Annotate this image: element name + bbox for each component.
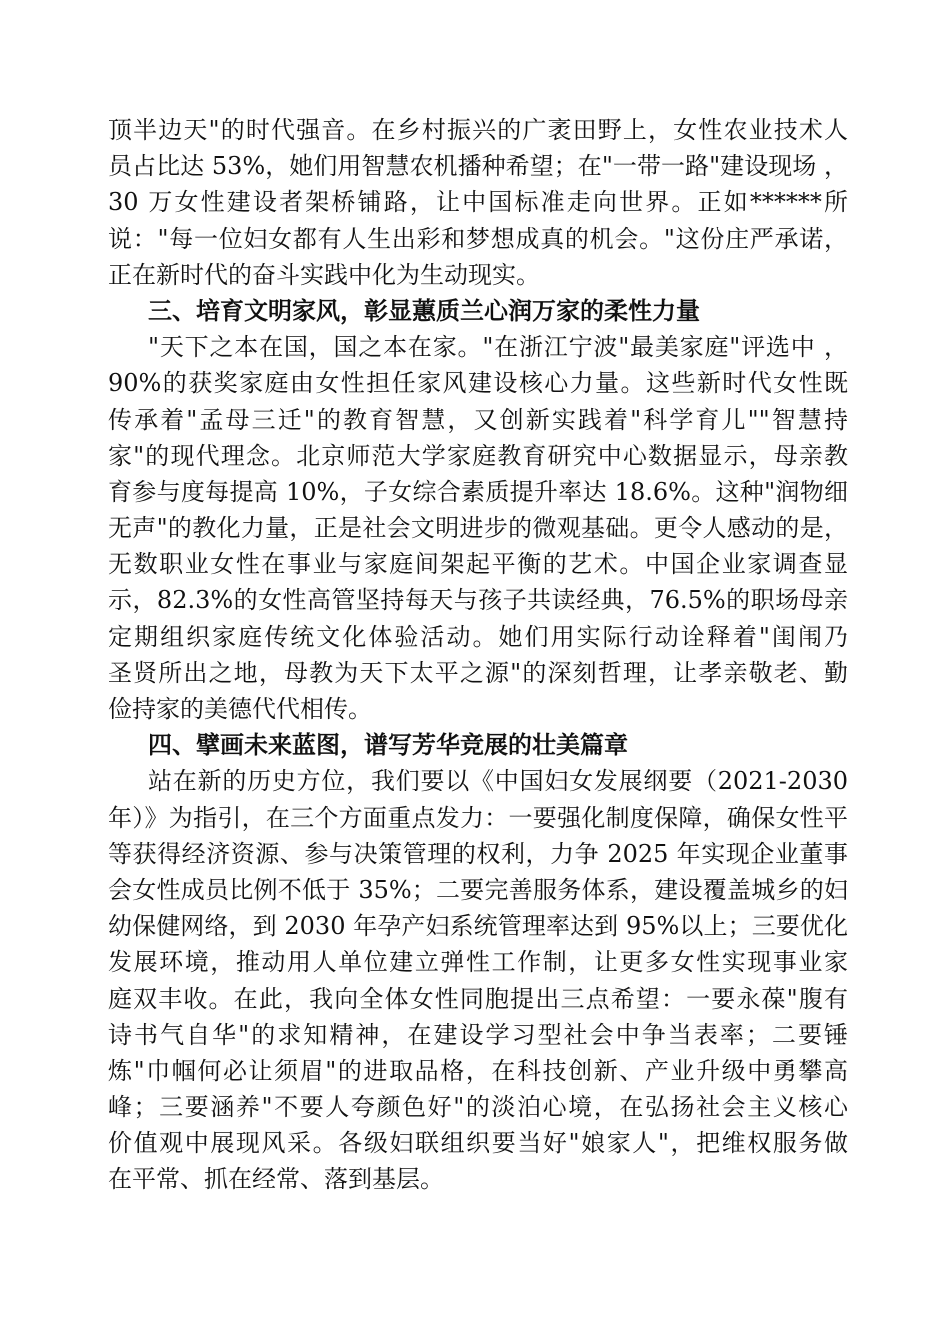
document-body [108, 112, 848, 1198]
text-line: 庭双丰收。在此，我向全体女性同胞提出三点希望：一要永葆"腹有 [108, 984, 848, 1013]
text-line: 等获得经济资源、参与决策管理的权利，力争 2025 年实现企业董事 [108, 839, 848, 868]
text-line: 顶半边天"的时代强音。在乡村振兴的广袤田野上，女性农业技术人 [108, 116, 848, 144]
paragraph [108, 112, 848, 293]
paragraph [108, 329, 848, 727]
text-line: 价值观中展现风采。各级妇联组织要当好"娘家人"，把维权服务做 [108, 1129, 848, 1158]
section-heading: 三、培育文明家风，彰显蕙质兰心润万家的柔性力量 [148, 295, 700, 325]
text-line: 炼"巾帼何必让须眉"的进取品格，在科技创新、产业升级中勇攀高 [108, 1056, 848, 1085]
text-line: 年）》为指引，在三个方面重点发力：一要强化制度保障，确保女性平 [108, 803, 848, 832]
text-line: 在平常、抓在经常、落到基层。 [108, 1165, 444, 1194]
text-line: 正在新时代的奋斗实践中化为生动现实。 [108, 260, 540, 289]
text-line: 说："每一位妇女都有人生出彩和梦想成真的机会。"这份庄严承诺， [108, 224, 848, 253]
text-line: 俭持家的美德代代相传。 [108, 695, 372, 723]
text-line: 示，82.3%的女性高管坚持每天与孩子共读经典，76.5%的职场母亲 [108, 586, 848, 615]
text-line: 员占比达 53%，她们用智慧农机播种希望；在"一带一路"建设现场 ， [108, 152, 848, 181]
text-line: 无数职业女性在事业与家庭间架起平衡的艺术。中国企业家调查显 [108, 550, 848, 579]
text-line: 站在新的历史方位，我们要以《中国妇女发展纲要（2021-2030 [148, 767, 848, 796]
text-line: 家"的现代理念。北京师范大学家庭教育研究中心数据显示，母亲教 [108, 441, 848, 470]
text-line: "天下之本在国，国之本在家。"在浙江宁波"最美家庭"评选中 ， [148, 333, 848, 362]
text-line: 会女性成员比例不低于 35%；二要完善服务体系，建设覆盖城乡的妇 [108, 875, 848, 904]
text-line: 传承着"孟母三迁"的教育智慧，又创新实践着"科学育儿""智慧持 [108, 405, 848, 434]
text-line: 峰；三要涵养"不要人夸颜色好"的淡泊心境，在弘扬社会主义核心 [108, 1093, 848, 1122]
text-line: 育参与度每提高 10%，子女综合素质提升率达 18.6%。这种"润物细 [108, 477, 848, 506]
text-line: 发展环境，推动用人单位建立弹性工作制，让更多女性实现事业家 [108, 948, 848, 977]
paragraph [108, 763, 848, 1197]
text-line: 定期组织家庭传统文化体验活动。她们用实际行动诠释着"闺闱乃 [108, 622, 848, 651]
text-line: 90%的获奖家庭由女性担任家风建设核心力量。这些新时代女性既 [108, 369, 848, 398]
text-line: 30 万女性建设者架桥铺路，让中国标准走向世界。正如******所 [108, 188, 848, 217]
text-line: 圣贤所出之地，母教为天下太平之源"的深刻哲理，让孝亲敬老、勤 [108, 658, 848, 687]
section-heading: 四、擘画未来蓝图，谱写芳华竞展的壮美篇章 [148, 730, 628, 760]
text-line: 无声"的教化力量，正是社会文明进步的微观基础。更令人感动的是， [108, 514, 848, 543]
text-line: 幼保健网络，到 2030 年孕产妇系统管理率达到 95%以上；三要优化 [108, 912, 848, 941]
text-line: 诗书气自华"的求知精神，在建设学习型社会中争当表率；二要锤 [108, 1020, 848, 1049]
